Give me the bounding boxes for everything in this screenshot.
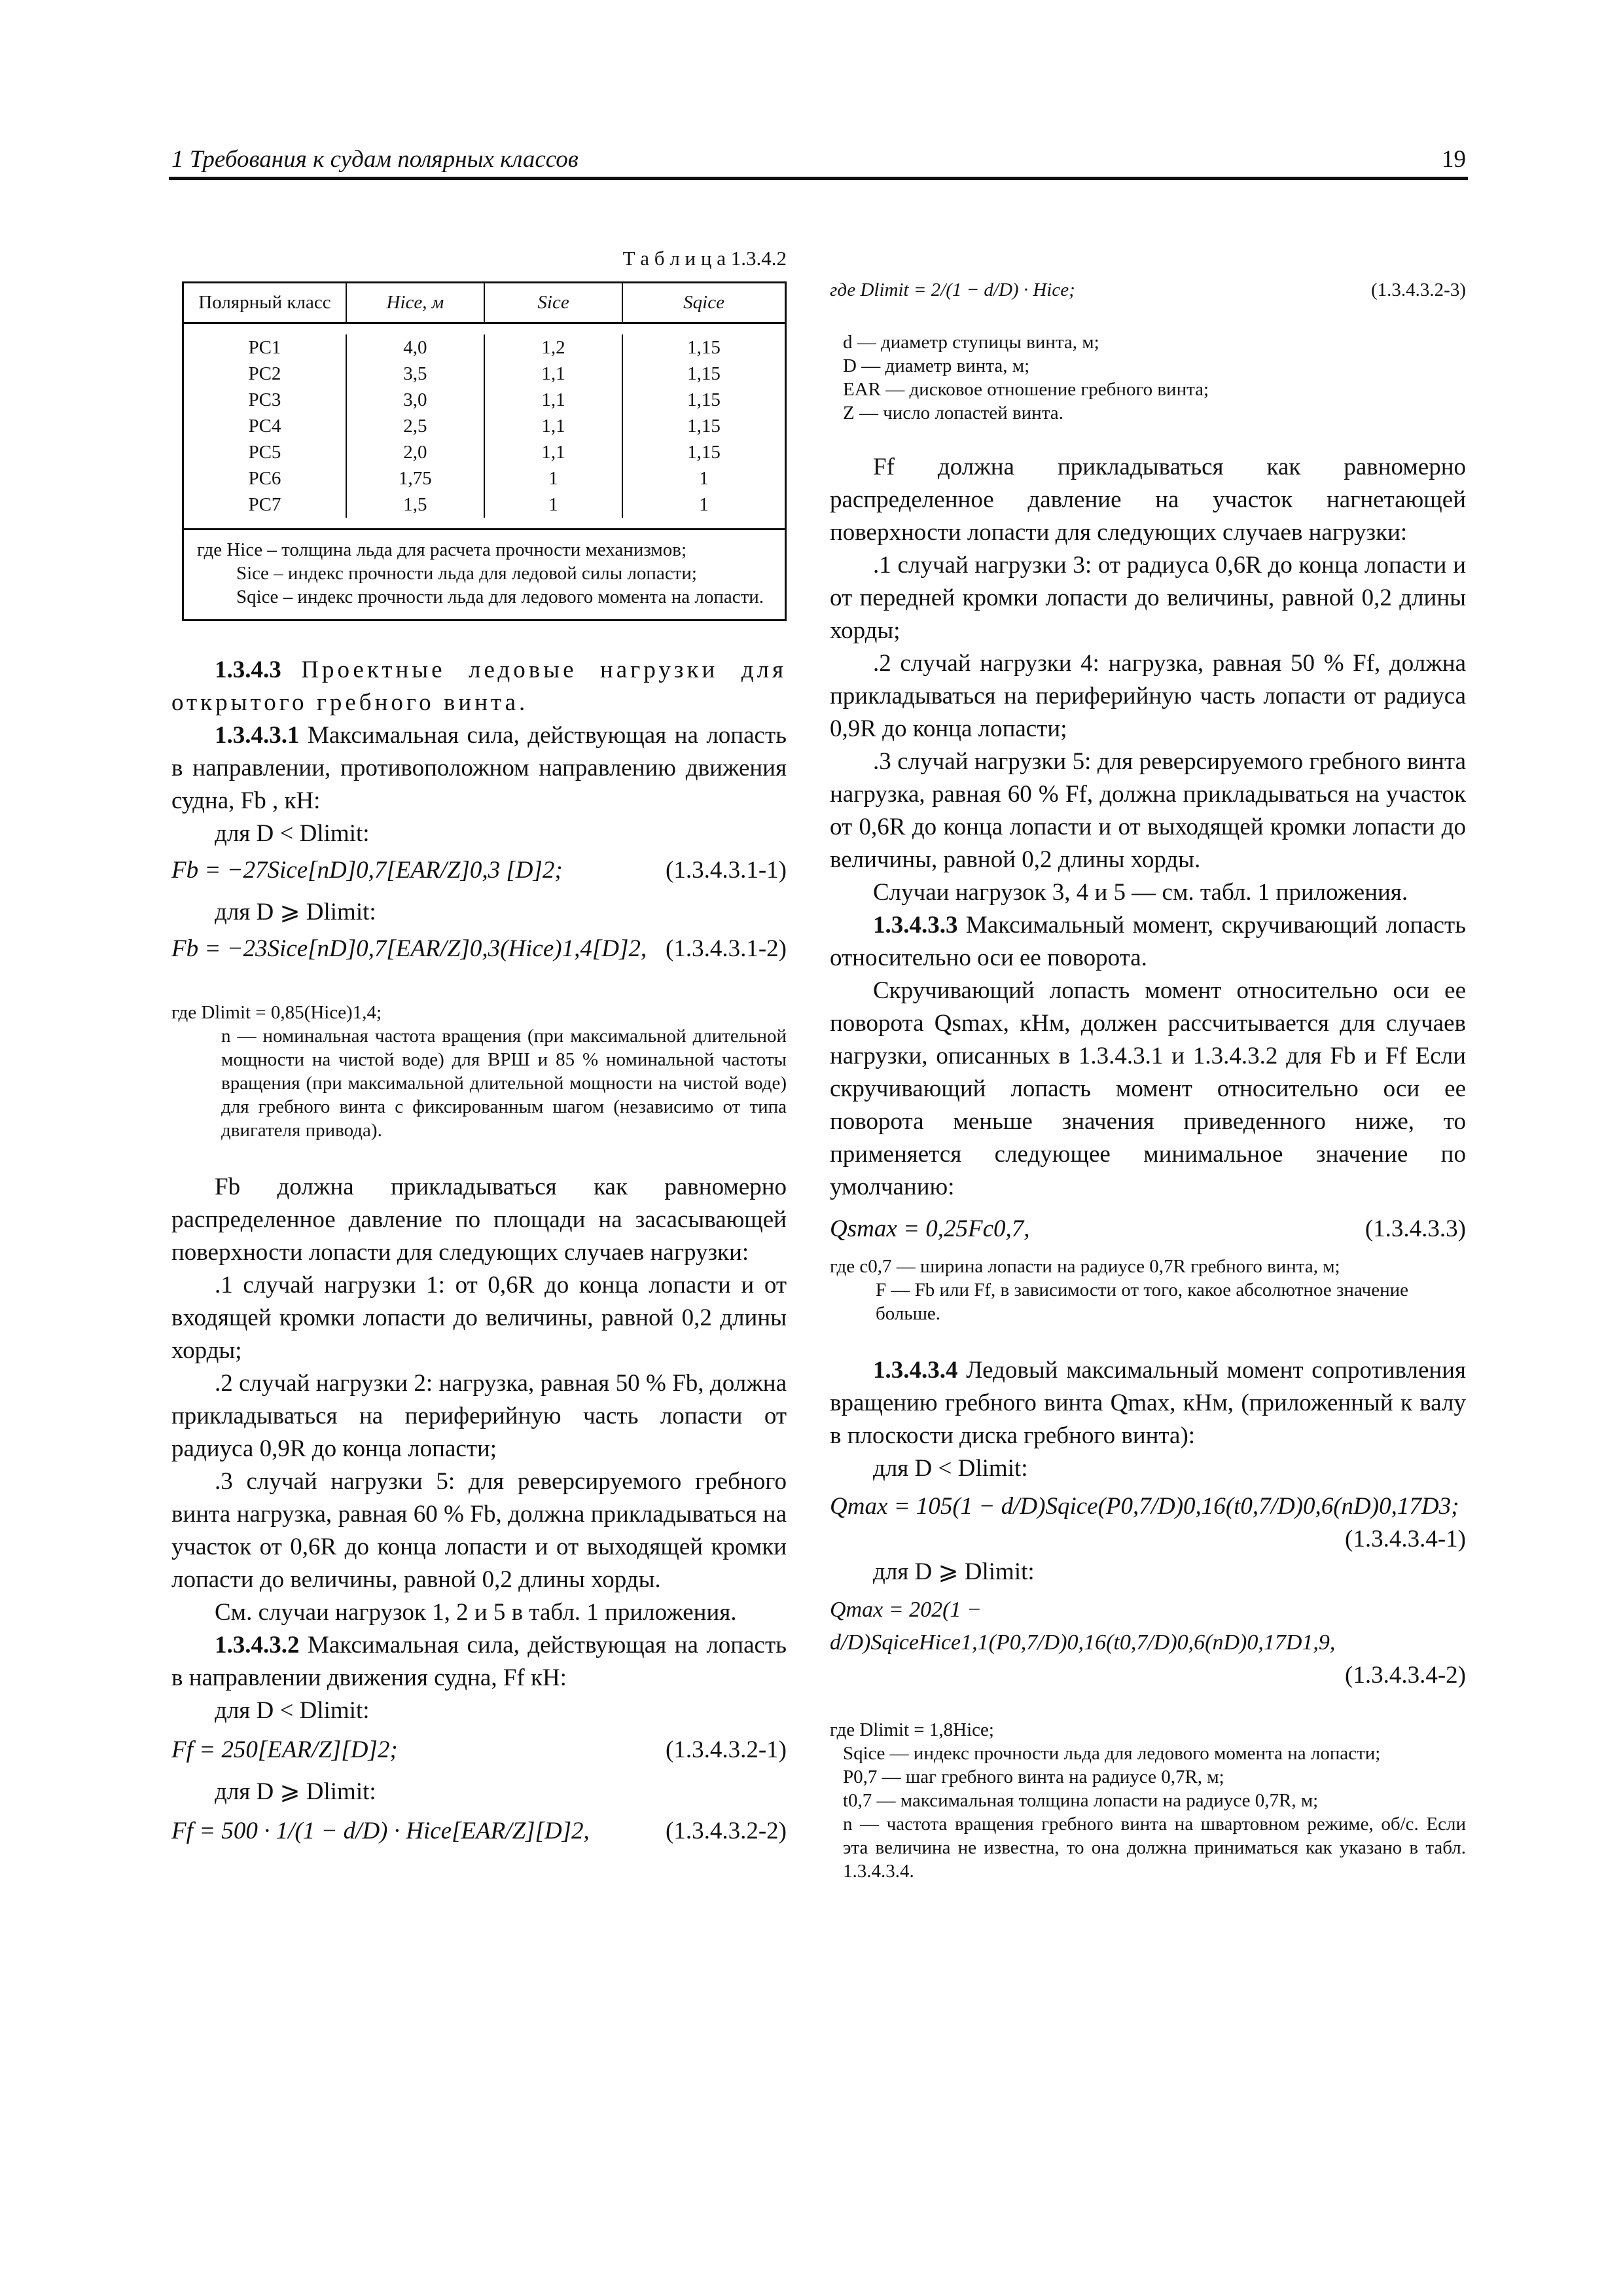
table-row: PC4 2,5 1,1 1,15	[184, 413, 785, 439]
definitions-list: d — диаметр ступицы винта, м; D — диаметр винта, м; EAR — дисковое отношение гребного винта; Z — число лопастей винта.	[843, 332, 1209, 423]
left-column	[171, 242, 787, 1874]
table-caption: Т а б л и ц а 1.3.4.2	[622, 247, 787, 270]
equation-1343-4-1-number: (1.3.4.3.4-1)	[1345, 1526, 1466, 1552]
table-row: PC5 2,0 1,1 1,15	[184, 439, 785, 465]
section-1343: 1.3.4.3 Проектные ледовые нагрузки для открытого гребного винта.	[171, 656, 787, 716]
condition-d-greater-2: для D ⩾ Dlimit:	[215, 1778, 376, 1805]
condition-d-greater: для D ⩾ Dlimit:	[215, 898, 376, 925]
equation-1343-2-2: Ff = 500 · 1/(1 − d/D) · Hice[EAR/Z][D]2, (1.3.4.3.2-2)	[171, 1817, 787, 1844]
equation-1343-2-3: где Dlimit = 2/(1 − d/D) · Hice; (1.3.4.3.2-3)	[830, 279, 1466, 300]
load-case-3: .1 случай нагрузки 3: от радиуса 0,6R до конца лопасти и от передней кромки лопасти до величины, равной 0,2 длины хорды;	[830, 552, 1466, 644]
load-case-5-forward: .3 случай нагрузки 5: для реверсируемого гребного винта нагрузка, равная 60 % Ff, должна прикладываться на участок от 0,6R до конца лопасти и от выходящей кромки лопасти до величины, равной 0,2 длины хорды.	[830, 748, 1466, 873]
table-row: PC1 4,0 1,2 1,15	[184, 334, 785, 361]
running-header-title: 1 Требования к судам полярных классов	[171, 146, 579, 173]
table-notes: где Hice – толщина льда для расчета прочности механизмов; Sice – индекс прочности льда для ледовой силы лопасти; Sqice – индекс прочности льда для ледового момента на лопасти.	[184, 528, 785, 619]
ff-paragraph: Ff должна прикладываться как равномерно распределенное давление на участок нагнетающей поверхности лопасти для следующих случаев нагрузки:	[830, 454, 1466, 546]
section-13432: 1.3.4.3.2 Максимальная сила, действующая на лопасть в направлении движения судна, Ff кН:	[171, 1631, 787, 1691]
where-block-3: где Dlimit = 1,8Hice; Sqice — индекс прочности льда для ледового момента на лопасти; P0,7 — шаг гребного винта на радиусе 0,7R, м; t0,7 — максимальная толщина лопасти на радиусе 0,7R, м; n — частота вращения гребного винта на швартовном режиме, об/с. Если эта величина не известна, то она должна приниматься как указано в табл. 1.3.4.3.4.	[830, 1719, 1466, 1882]
condition-d-greater-3: для D ⩾ Dlimit:	[873, 1558, 1035, 1585]
polar-class-table	[182, 281, 787, 621]
equation-1343-4-1: Qmax = 105(1 − d/D)Sqice(P0,7/D)0,16(t0,7/D)0,6(nD)0,17D3;	[830, 1493, 1459, 1520]
table-row: PC2 3,5 1,1 1,15	[184, 361, 785, 387]
load-case-1: .1 случай нагрузки 1: от 0,6R до конца лопасти и от входящей кромки лопасти до величины, равной 0,2 длины хорды;	[171, 1271, 787, 1364]
load-case-5-reverse: .3 случай нагрузки 5: для реверсируемого гребного винта нагрузка, равная 60 % Fb, должна прикладываться на участок от 0,6R до конца лопасти и от выходящей кромки лопасти до величины, равной 0,2 длины хорды.	[171, 1467, 787, 1593]
section-13431: 1.3.4.3.1 Максимальная сила, действующая на лопасть в направлении, противоположном направлению движения судна, Fb , кН:	[171, 721, 787, 814]
right-column	[830, 259, 1466, 1883]
equation-1343-4-2: Qmax = 202(1 − d/D)SqiceHice1,1(P0,7/D)0,16(t0,7/D)0,6(nD)0,17D1,9,	[830, 1598, 1336, 1655]
moment-paragraph: Скручивающий лопасть момент относительно оси ее поворота Qsmax, кНм, должен рассчитывается для случаев нагрузки, описанных в 1.3.4.3.1 и 1.3.4.3.2 для Fb и Ff Если скручивающий лопасть момент относительно оси ее поворота меньше значения приведенного ниже, то применяется следующее минимальное значение по умолчанию:	[830, 977, 1466, 1200]
table-header-sice: Sice	[484, 283, 622, 323]
equation-1343-4-2-number: (1.3.4.3.4-2)	[1345, 1662, 1466, 1689]
fb-paragraph: Fb должна прикладываться как равномерно распределенное давление по площади на засасывающей поверхности лопасти для следующих случаев нагрузки:	[171, 1173, 787, 1266]
load-case-4: .2 случай нагрузки 4: нагрузка, равная 50 % Ff, должна прикладываться на периферийную часть лопасти от радиуса 0,9R до конца лопасти;	[830, 650, 1466, 742]
section-13433: 1.3.4.3.3 Максимальный момент, скручивающий лопасть относительно оси ее поворота.	[830, 912, 1467, 971]
equation-1343-2-1: Ff = 250[EAR/Z][D]2; (1.3.4.3.2-1)	[171, 1736, 787, 1763]
load-case-2: .2 случай нагрузки 2: нагрузка, равная 50 % Fb, должна прикладываться на периферийную часть лопасти от радиуса 0,9R до конца лопасти;	[171, 1369, 787, 1462]
equation-1343-1-1: Fb = −27Sice[nD]0,7[EAR/Z]0,3 [D]2; (1.3.4.3.1-1)	[171, 856, 787, 884]
equation-1343-1-2: Fb = −23Sice[nD]0,7[EAR/Z]0,3(Hice)1,4[D]2, (1.3.4.3.1-2)	[171, 935, 787, 962]
see-load-cases: См. случаи нагрузок 1, 2 и 5 в табл. 1 приложения.	[215, 1598, 737, 1626]
page-number: 19	[1442, 146, 1466, 173]
where-block-2: где c0,7 — ширина лопасти на радиусе 0,7R гребного винта, м; F — Fb или Ff, в зависимости от того, какое абсолютное значение больше.	[830, 1256, 1409, 1324]
equation-1343-3: Qsmax = 0,25Fc0,7, (1.3.4.3.3)	[830, 1215, 1466, 1242]
condition-d-less: для D < Dlimit:	[215, 819, 370, 847]
table-header-hice: Hice, м	[346, 283, 484, 323]
section-13434: 1.3.4.3.4 Ледовый максимальный момент сопротивления вращению гребного винта Qmax, кНм, (приложенный к валу в плоскости диска гребного винта):	[830, 1357, 1466, 1449]
where-block-1: где Dlimit = 0,85(Hice)1,4; n — номинальная частота вращения (при максимальной длительной мощности на чистой воде) для ВРШ и 85 % номинальной частоты вращения (при максимальной длительной мощности на чистой воде) для гребного винта с фиксированным шагом (независимо от типа двигателя привода).	[171, 1001, 787, 1141]
condition-d-less-2: для D < Dlimit:	[215, 1696, 370, 1724]
table-row: PC3 3,0 1,1 1,15	[184, 387, 785, 413]
condition-d-less-3: для D < Dlimit:	[873, 1455, 1028, 1482]
header-rule	[169, 177, 1468, 180]
table-header-sqice: Sqice	[683, 292, 724, 314]
table-header-class: Полярный класс	[184, 283, 346, 323]
table-row: PC7 1,5 1 1	[184, 492, 785, 518]
table-row: PC6 1,75 1 1	[184, 465, 785, 492]
see-load-cases-right: Случаи нагрузок 3, 4 и 5 — см. табл. 1 приложения.	[873, 879, 1408, 906]
